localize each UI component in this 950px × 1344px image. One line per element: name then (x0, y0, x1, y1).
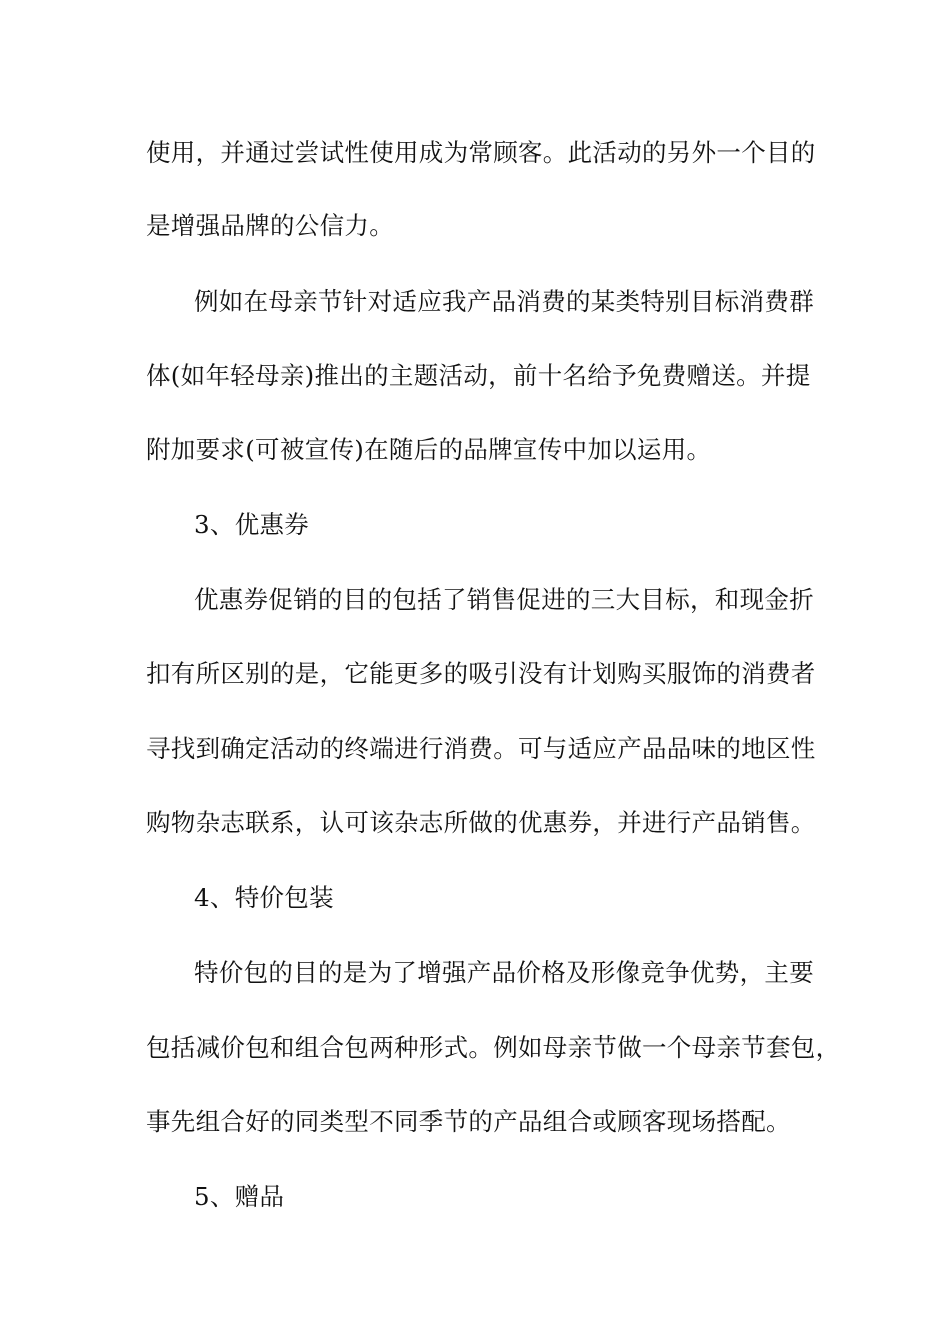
paragraph-line: 优惠券促销的目的包括了销售促进的三大目标，和现金折 (194, 585, 814, 614)
paragraph-line: 特价包的目的是为了增强产品价格及形像竞争优势，主要 (194, 958, 814, 987)
paragraph-line: 体(如年轻母亲)推出的主题活动，前十名给予免费赠送。并提 (146, 361, 811, 390)
paragraph-line: 使用，并通过尝试性使用成为常顾客。此活动的另外一个目的 (146, 138, 816, 167)
paragraph-line: 扣有所区别的是，它能更多的吸引没有计划购买服饰的消费者 (146, 659, 816, 688)
paragraph-line: 购物杂志联系，认可该杂志所做的优惠券，并进行产品销售。 (146, 808, 816, 837)
paragraph-line: 包括减价包和组合包两种形式。例如母亲节做一个母亲节套包， (146, 1033, 841, 1062)
section-heading-coupon: 3、优惠券 (194, 510, 310, 539)
section-heading-gift: 5、赠品 (194, 1182, 285, 1211)
section-heading-special-package: 4、特价包装 (194, 883, 334, 912)
paragraph-line: 事先组合好的同类型不同季节的产品组合或顾客现场搭配。 (146, 1107, 791, 1136)
paragraph-line: 例如在母亲节针对适应我产品消费的某类特别目标消费群 (194, 287, 814, 316)
paragraph-line: 附加要求(可被宣传)在随后的品牌宣传中加以运用。 (146, 435, 712, 464)
paragraph-line: 是增强品牌的公信力。 (146, 211, 394, 240)
paragraph-line: 寻找到确定活动的终端进行消费。可与适应产品品味的地区性 (146, 734, 816, 763)
